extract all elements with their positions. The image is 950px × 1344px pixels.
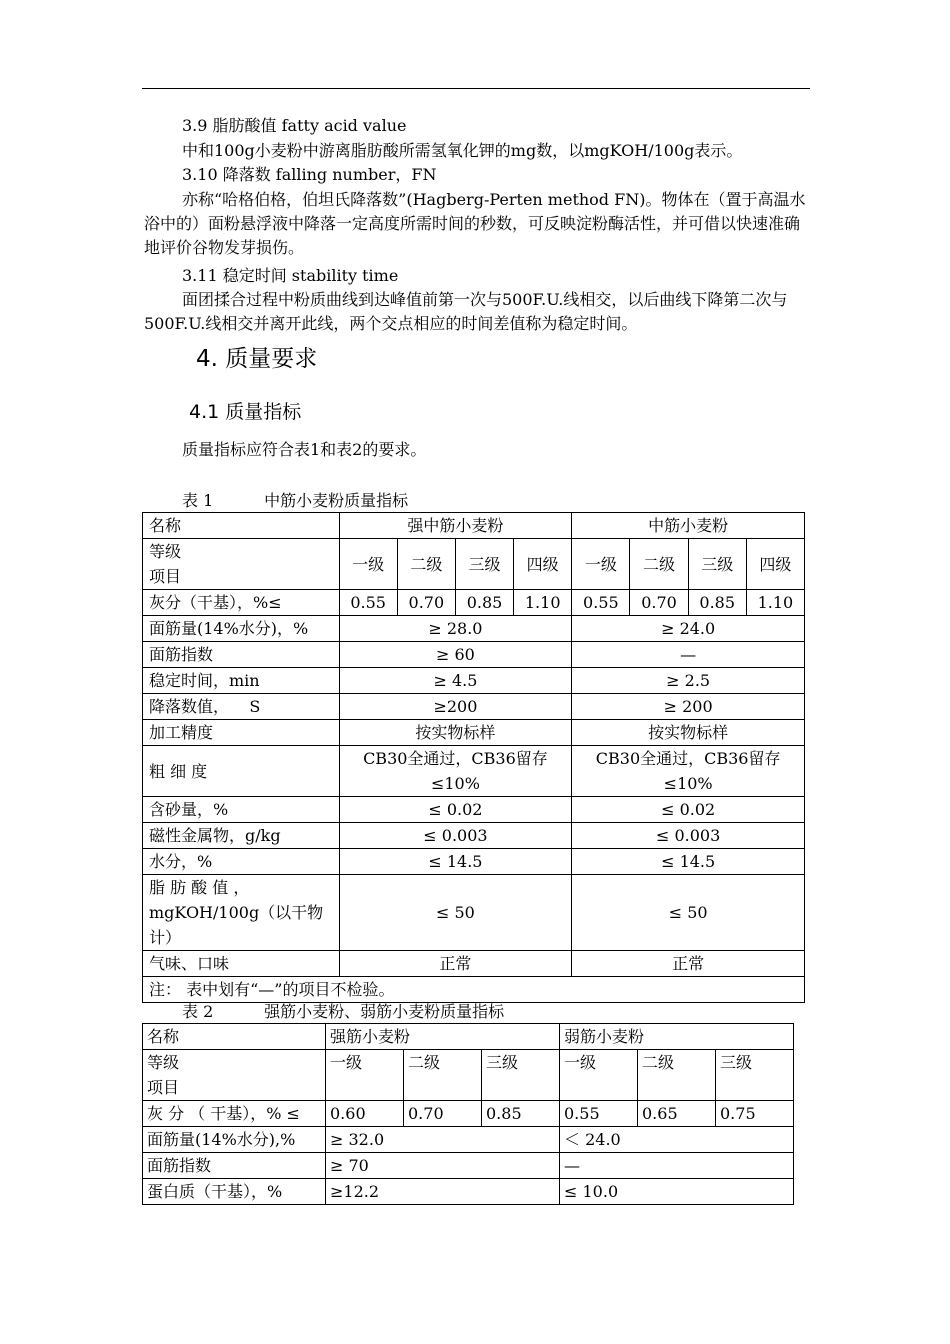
table-row bbox=[143, 590, 805, 616]
table-cell: 稳定时间，min bbox=[143, 668, 340, 694]
table-cell: 弱筋小麦粉 bbox=[560, 1024, 794, 1050]
table-cell: CB30全通过，CB36留存≤10% bbox=[339, 746, 572, 797]
table-cell: 加工精度 bbox=[143, 720, 340, 746]
heading-4-1: 4.1 质量指标 bbox=[189, 401, 302, 423]
table-row bbox=[143, 1024, 794, 1050]
table-cell: 一级 bbox=[560, 1050, 638, 1101]
table-cell: 按实物标样 bbox=[572, 720, 805, 746]
table-cell: ≤ 0.02 bbox=[339, 797, 572, 823]
section-3-9-title: 3.9 脂肪酸值 fatty acid value bbox=[182, 116, 407, 135]
table-cell: 粗 细 度 bbox=[143, 746, 340, 797]
table-cell: 三级 bbox=[482, 1050, 560, 1101]
table-row bbox=[143, 694, 805, 720]
table-cell: 正常 bbox=[572, 951, 805, 977]
table-cell: 0.70 bbox=[397, 590, 455, 616]
table-cell: 四级 bbox=[514, 539, 572, 590]
table-row bbox=[143, 1127, 794, 1153]
table-row bbox=[143, 642, 805, 668]
table-cell: 中筋小麦粉 bbox=[572, 513, 805, 539]
table-row bbox=[143, 797, 805, 823]
table-cell: 1.10 bbox=[746, 590, 804, 616]
table-cell: 强中筋小麦粉 bbox=[339, 513, 572, 539]
table-cell: 正常 bbox=[339, 951, 572, 977]
table-cell: 二级 bbox=[630, 539, 688, 590]
table-cell: ≤ 14.5 bbox=[572, 849, 805, 875]
table-cell: 磁性金属物，g/kg bbox=[143, 823, 340, 849]
table-cell: 蛋白质（干基），% bbox=[143, 1179, 326, 1205]
section-3-9-body: 中和100g小麦粉中游离脂肪酸所需氢氧化钾的mg数，以mgKOH/100g表示。 bbox=[182, 141, 743, 160]
table-row bbox=[143, 616, 805, 642]
table-cell: 0.55 bbox=[339, 590, 397, 616]
table-cell: ≥ 4.5 bbox=[339, 668, 572, 694]
table-cell: 按实物标样 bbox=[339, 720, 572, 746]
table-cell: 气味、口味 bbox=[143, 951, 340, 977]
table-cell: 降落数值， S bbox=[143, 694, 340, 720]
table1 bbox=[142, 512, 805, 1003]
table-row bbox=[143, 1179, 794, 1205]
table-cell: 脂 肪 酸 值 ，mgKOH/100g（以干物计） bbox=[143, 875, 340, 951]
table-cell: 面筋量(14%水分),% bbox=[143, 1127, 326, 1153]
table1-caption: 表 1 中筋小麦粉质量指标 bbox=[182, 491, 409, 510]
table-row bbox=[143, 1101, 794, 1127]
table-cell: 0.85 bbox=[688, 590, 746, 616]
table-cell: 1.10 bbox=[514, 590, 572, 616]
heading-4: 4. 质量要求 bbox=[196, 346, 318, 372]
table-cell: ≥ 24.0 bbox=[572, 616, 805, 642]
table-cell: ≤ 14.5 bbox=[339, 849, 572, 875]
table-cell: ≤ 0.003 bbox=[572, 823, 805, 849]
table2-caption: 表 2 强筋小麦粉、弱筋小麦粉质量指标 bbox=[182, 1002, 505, 1021]
table-cell: 一级 bbox=[326, 1050, 404, 1101]
section-3-11-body: 面团揉合过程中粉质曲线到达峰值前第一次与500F.U.线相交，以后曲线下降第二次与500F.U.线相交并离开此线，两个交点相应的时间差值称为稳定时间。 bbox=[144, 290, 788, 333]
table-cell: ≥200 bbox=[339, 694, 572, 720]
table-cell: CB30全通过，CB36留存≤10% bbox=[572, 746, 805, 797]
table-cell: ≥ 32.0 bbox=[326, 1127, 560, 1153]
table-row bbox=[143, 951, 805, 977]
table-cell: 0.55 bbox=[560, 1101, 638, 1127]
table-cell: 四级 bbox=[746, 539, 804, 590]
table-row bbox=[143, 1050, 794, 1101]
table-cell: ≥ 70 bbox=[326, 1153, 560, 1179]
table-row bbox=[143, 668, 805, 694]
table-row bbox=[143, 746, 805, 797]
table-cell: — bbox=[572, 642, 805, 668]
table-cell: ≤ 10.0 bbox=[560, 1179, 794, 1205]
table-cell: 等级 项目 bbox=[143, 1050, 326, 1101]
table-cell: ≥ 28.0 bbox=[339, 616, 572, 642]
table-cell: 一级 bbox=[572, 539, 630, 590]
table-cell: ＜ 24.0 bbox=[560, 1127, 794, 1153]
table2 bbox=[142, 1023, 794, 1205]
table-row bbox=[143, 875, 805, 951]
table-cell: 0.70 bbox=[404, 1101, 482, 1127]
intro-text: 质量指标应符合表1和表2的要求。 bbox=[182, 440, 427, 459]
table-cell: 强筋小麦粉 bbox=[326, 1024, 560, 1050]
table-cell: — bbox=[560, 1153, 794, 1179]
table-cell: ≥ 2.5 bbox=[572, 668, 805, 694]
table-note: 注： 表中划有“—”的项目不检验。 bbox=[143, 977, 805, 1003]
section-3-11-title: 3.11 稳定时间 stability time bbox=[182, 266, 399, 285]
table-row bbox=[143, 513, 805, 539]
table-cell: 面筋量(14%水分)，% bbox=[143, 616, 340, 642]
table-cell: 0.85 bbox=[482, 1101, 560, 1127]
table-row bbox=[143, 823, 805, 849]
table-cell: 0.60 bbox=[326, 1101, 404, 1127]
table-cell: 面筋指数 bbox=[143, 1153, 326, 1179]
table-cell: ≥ 60 bbox=[339, 642, 572, 668]
table-cell: ≤ 50 bbox=[572, 875, 805, 951]
table-cell: 0.70 bbox=[630, 590, 688, 616]
table-row bbox=[143, 720, 805, 746]
table-cell: 灰分（干基），%≤ bbox=[143, 590, 340, 616]
table-cell: 三级 bbox=[688, 539, 746, 590]
table-cell: ≤ 0.02 bbox=[572, 797, 805, 823]
table-cell: 面筋指数 bbox=[143, 642, 340, 668]
table-cell: 名称 bbox=[143, 1024, 326, 1050]
section-3-10-body: 亦称“哈格伯格，伯坦氏降落数”(Hagberg-Perten method FN)。物体在（置于高温水浴中的）面粉悬浮液中降落一定高度所需时间的秒数，可反映淀粉酶活性，并可借以快速准确地评价谷物发芽损伤。 bbox=[144, 190, 806, 257]
table-cell: 名称 bbox=[143, 513, 340, 539]
table-cell: 0.65 bbox=[638, 1101, 716, 1127]
table-cell: 二级 bbox=[638, 1050, 716, 1101]
header-rule bbox=[142, 88, 810, 89]
table-cell: ≥12.2 bbox=[326, 1179, 560, 1205]
table-cell: 一级 bbox=[339, 539, 397, 590]
table-cell: 0.75 bbox=[716, 1101, 794, 1127]
table-cell: 二级 bbox=[404, 1050, 482, 1101]
table-row bbox=[143, 849, 805, 875]
table-row bbox=[143, 1153, 794, 1179]
table-cell: 三级 bbox=[716, 1050, 794, 1101]
table-cell: ≤ 0.003 bbox=[339, 823, 572, 849]
table-cell: ≤ 50 bbox=[339, 875, 572, 951]
table-cell: 0.55 bbox=[572, 590, 630, 616]
table-cell: 含砂量，% bbox=[143, 797, 340, 823]
table-cell: 三级 bbox=[455, 539, 513, 590]
section-3-10-title: 3.10 降落数 falling number，FN bbox=[182, 165, 437, 184]
table-cell: ≥ 200 bbox=[572, 694, 805, 720]
table-cell: 二级 bbox=[397, 539, 455, 590]
table-row bbox=[143, 539, 805, 590]
table-cell: 水分，% bbox=[143, 849, 340, 875]
table-cell: 灰 分 （ 干基），% ≤ bbox=[143, 1101, 326, 1127]
table-cell: 等级 项目 bbox=[143, 539, 340, 590]
table-cell: 0.85 bbox=[455, 590, 513, 616]
